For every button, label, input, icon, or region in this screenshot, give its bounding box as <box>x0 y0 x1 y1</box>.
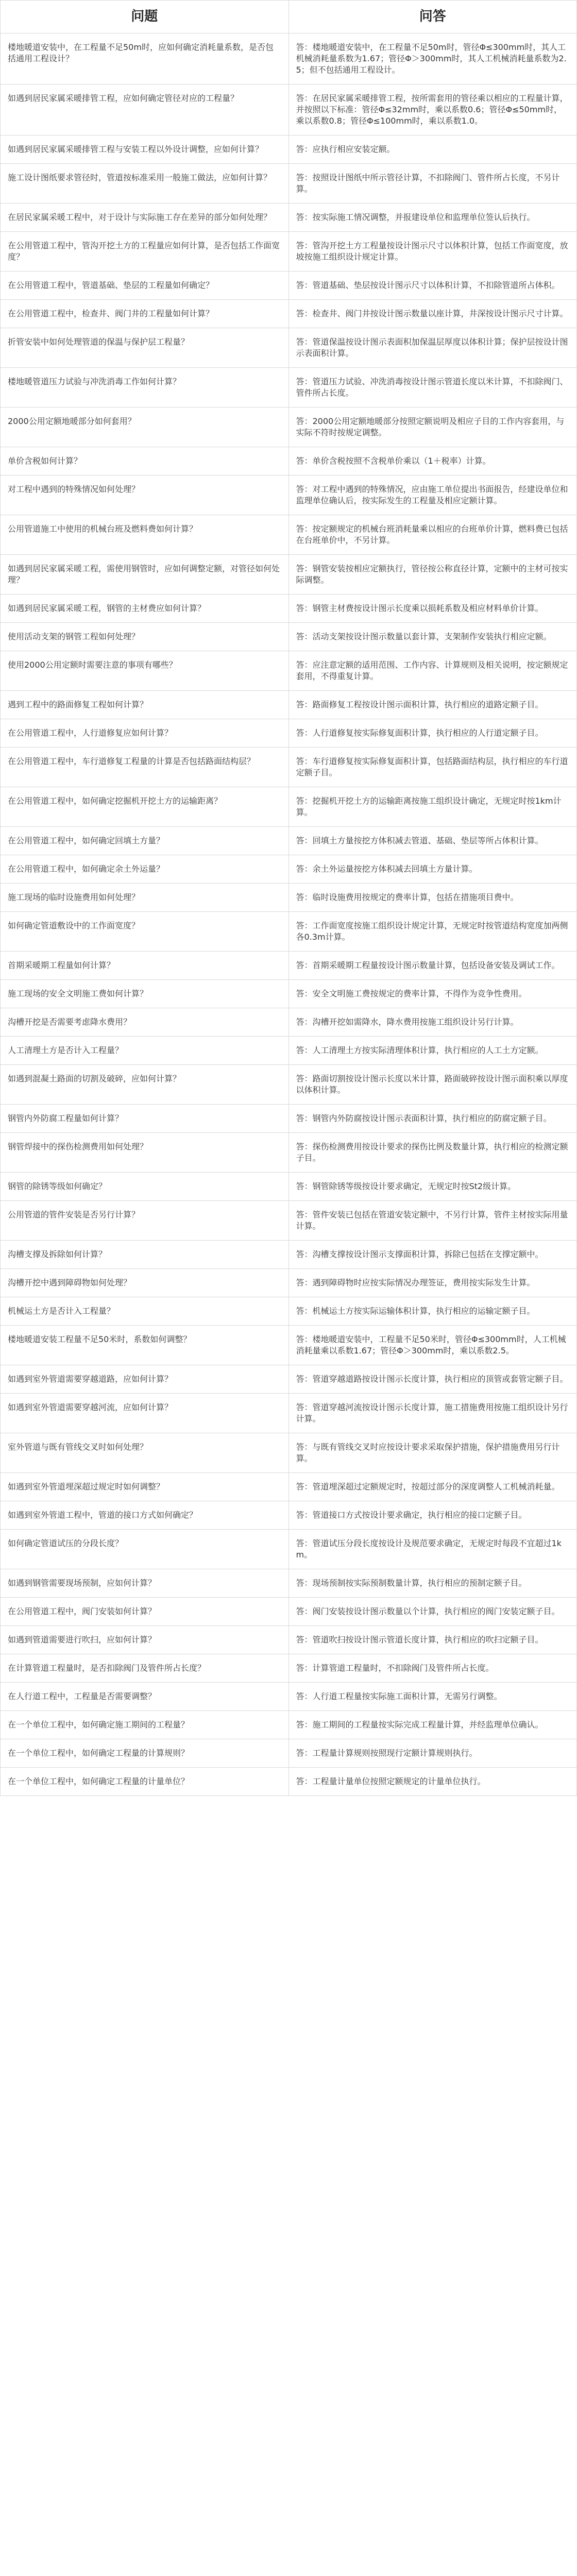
question-cell: 如遇到居民家属采暖排管工程，应如何确定管径对应的工程量？ <box>1 84 289 135</box>
answer-cell: 答：安全文明施工费按规定的费率计算，不得作为竞争性费用。 <box>288 980 577 1008</box>
question-cell: 沟槽开挖中遇到障碍物如何处理？ <box>1 1269 289 1297</box>
question-cell: 公用管道施工中使用的机械台班及燃料费如何计算？ <box>1 515 289 555</box>
answer-cell: 答：按定额规定的机械台班消耗量乘以相应的台班单价计算，燃料费已包括在台班单价中，不另计算。 <box>288 515 577 555</box>
table-row <box>1 691 577 719</box>
question-cell: 在公用管道工程中，管道基础、垫层的工程量如何确定？ <box>1 272 289 300</box>
answer-cell: 答：管道接口方式按设计要求确定，执行相应的接口定额子目。 <box>288 1501 577 1530</box>
answer-cell: 答：机械运土方按实际运输体积计算，执行相应的运输定额子目。 <box>288 1297 577 1326</box>
answer-cell: 答：检查井、阀门井按设计图示数量以座计算，井深按设计图示尺寸计算。 <box>288 300 577 328</box>
answer-cell: 答：挖掘机开挖土方的运输距离按施工组织设计确定，无规定时按1km计算。 <box>288 787 577 827</box>
answer-cell: 答：楼地暖道安装中，在工程量不足50m时，管径Φ≤300mm时，其人工机械消耗量系数为1.67；管径Φ＞300mm时，其人工机械消耗量系数为2.5；但不包括通用工程设计。 <box>288 33 577 84</box>
table-row <box>1 1065 577 1105</box>
table-row <box>1 232 577 272</box>
answer-cell: 答：管沟开挖土方工程量按设计图示尺寸以体积计算，包括工作面宽度，放坡按施工组织设计规定计算。 <box>288 232 577 272</box>
table-row <box>1 1105 577 1133</box>
answer-cell: 答：工程量计量单位按照定额规定的计量单位执行。 <box>288 1768 577 1796</box>
table-row <box>1 912 577 952</box>
answer-cell: 答：单价含税按照不含税单价乘以（1＋税率）计算。 <box>288 447 577 476</box>
answer-cell: 答：在居民家属采暖排管工程，按所需套用的管径乘以相应的工程量计算，并按照以下标准：管径Φ≤32mm时，乘以系数0.6；管径Φ≤50mm时，乘以系数0.8；管径Φ≤100mm时，乘以系数1.0。 <box>288 84 577 135</box>
answer-cell: 答：按实际施工情况调整，并报建设单位和监理单位签认后执行。 <box>288 204 577 232</box>
question-cell: 2000公用定额地暖部分如何套用？ <box>1 408 289 447</box>
table-row <box>1 1739 577 1768</box>
answer-cell: 答：首期采暖期工程量按设计图示数量计算，包括设备安装及调试工作。 <box>288 952 577 980</box>
answer-cell: 答：与既有管线交叉时应按设计要求采取保护措施，保护措施费用另行计算。 <box>288 1433 577 1473</box>
question-cell: 在公用管道工程中，如何确定回填土方量？ <box>1 827 289 855</box>
answer-cell: 答：现场预制按实际预制数量计算，执行相应的预制定额子目。 <box>288 1569 577 1598</box>
table-row <box>1 476 577 515</box>
question-cell: 如遇到居民家属采暖排管工程与安装工程以外设计调整，应如何计算？ <box>1 135 289 164</box>
table-row <box>1 1433 577 1473</box>
table-row <box>1 1626 577 1654</box>
answer-cell: 答：工程量计算规则按照现行定额计算规则执行。 <box>288 1739 577 1768</box>
answer-cell: 答：钢管除锈等级按设计要求确定，无规定时按St2级计算。 <box>288 1173 577 1201</box>
question-cell: 折管安装中如何处理管道的保温与保护层工程量？ <box>1 328 289 368</box>
table-row <box>1 1173 577 1201</box>
table-row <box>1 1569 577 1598</box>
question-cell: 在公用管道工程中，车行道修复工程量的计算是否包括路面结构层？ <box>1 748 289 787</box>
question-cell: 机械运土方是否计入工程量？ <box>1 1297 289 1326</box>
answer-cell: 答：2000公用定额地暖部分按照定额说明及相应子目的工作内容套用，与实际不符时按规定调整。 <box>288 408 577 447</box>
answer-cell: 答：遇到障碍物时应按实际情况办理签证，费用按实际发生计算。 <box>288 1269 577 1297</box>
question-cell: 在一个单位工程中，如何确定施工期间的工程量？ <box>1 1711 289 1739</box>
answer-cell: 答：沟槽开挖如需降水，降水费用按施工组织设计另行计算。 <box>288 1008 577 1037</box>
question-cell: 单价含税如何计算？ <box>1 447 289 476</box>
answer-cell: 答：管道吹扫按设计图示管道长度计算，执行相应的吹扫定额子目。 <box>288 1626 577 1654</box>
answer-cell: 答：人行道修复按实际修复面积计算，执行相应的人行道定额子目。 <box>288 719 577 748</box>
answer-cell: 答：沟槽支撑按设计图示支撑面积计算，拆除已包括在支撑定额中。 <box>288 1241 577 1269</box>
question-cell: 在人行道工程中，工程量是否需要调整？ <box>1 1683 289 1711</box>
answer-cell: 答：路面切割按设计图示长度以米计算，路面破碎按设计图示面积乘以厚度以体积计算。 <box>288 1065 577 1105</box>
question-cell: 如遇到居民家属采暖工程，需使用钢管时，应如何调整定额，对管径如何处理？ <box>1 555 289 595</box>
answer-cell: 答：人行道工程量按实际施工面积计算，无需另行调整。 <box>288 1683 577 1711</box>
table-row <box>1 1530 577 1569</box>
answer-cell: 答：应执行相应安装定额。 <box>288 135 577 164</box>
table-row <box>1 719 577 748</box>
answer-cell: 答：阀门安装按设计图示数量以个计算，执行相应的阀门安装定额子目。 <box>288 1598 577 1626</box>
question-cell: 钢管的除锈等级如何确定？ <box>1 1173 289 1201</box>
question-cell: 如何确定管道试压的分段长度？ <box>1 1530 289 1569</box>
question-cell: 使用2000公用定额时需要注意的事项有哪些？ <box>1 651 289 691</box>
table-row <box>1 595 577 623</box>
table-body <box>1 33 577 1796</box>
answer-cell: 答：钢管安装按相应定额执行，管径按公称直径计算，定额中的主材可按实际调整。 <box>288 555 577 595</box>
answer-cell: 答：施工期间的工程量按实际完成工程量计算，并经监理单位确认。 <box>288 1711 577 1739</box>
question-cell: 人工清理土方是否计入工程量？ <box>1 1037 289 1065</box>
question-cell: 在公用管道工程中，管沟开挖土方的工程量应如何计算，是否包括工作面宽度？ <box>1 232 289 272</box>
question-cell: 施工现场的安全文明施工费如何计算？ <box>1 980 289 1008</box>
table-row <box>1 300 577 328</box>
table-header-row <box>1 1 577 33</box>
table-row <box>1 1394 577 1433</box>
question-cell: 如何确定管道敷设中的工作面宽度？ <box>1 912 289 952</box>
table-row <box>1 555 577 595</box>
answer-cell: 答：管道穿越道路按设计图示长度计算，执行相应的顶管或套管定额子目。 <box>288 1365 577 1394</box>
question-cell: 沟槽开挖是否需要考虑降水费用？ <box>1 1008 289 1037</box>
answer-cell: 答：管道试压分段长度按设计及规范要求确定，无规定时每段不宜超过1km。 <box>288 1530 577 1569</box>
table-row <box>1 952 577 980</box>
question-cell: 在公用管道工程中，如何确定余土外运量？ <box>1 855 289 884</box>
table-row <box>1 408 577 447</box>
question-cell: 在计算管道工程量时，是否扣除阀门及管件所占长度？ <box>1 1654 289 1683</box>
answer-cell: 答：管道埋深超过定额规定时，按超过部分的深度调整人工机械消耗量。 <box>288 1473 577 1501</box>
table-row <box>1 135 577 164</box>
table-row <box>1 84 577 135</box>
answer-cell: 答：路面修复工程按设计图示面积计算，执行相应的道路定额子目。 <box>288 691 577 719</box>
question-cell: 施工现场的临时设施费用如何处理？ <box>1 884 289 912</box>
question-cell: 楼地暖道安装工程量不足50米时，系数如何调整？ <box>1 1326 289 1365</box>
table-row <box>1 980 577 1008</box>
answer-cell: 答：探伤检测费用按设计要求的探伤比例及数量计算，执行相应的检测定额子目。 <box>288 1133 577 1173</box>
answer-cell: 答：车行道修复按实际修复面积计算，包括路面结构层，执行相应的车行道定额子目。 <box>288 748 577 787</box>
table-row <box>1 164 577 204</box>
table-row <box>1 328 577 368</box>
table-row <box>1 1326 577 1365</box>
table-row <box>1 33 577 84</box>
answer-cell: 答：余土外运量按挖方体积减去回填土方量计算。 <box>288 855 577 884</box>
question-cell: 室外管道与既有管线交叉时如何处理？ <box>1 1433 289 1473</box>
table-row <box>1 884 577 912</box>
answer-cell: 答：管道基础、垫层按设计图示尺寸以体积计算，不扣除管道所占体积。 <box>288 272 577 300</box>
question-column-header: 问题 <box>1 1 289 33</box>
table-row <box>1 1598 577 1626</box>
question-cell: 如遇到室外管道需要穿越河流，应如何计算？ <box>1 1394 289 1433</box>
question-cell: 钢管焊接中的探伤检测费用如何处理？ <box>1 1133 289 1173</box>
table-row <box>1 1008 577 1037</box>
question-cell: 在居民家属采暖工程中，对于设计与实际施工存在差异的部分如何处理？ <box>1 204 289 232</box>
answer-cell: 答：按照设计图纸中所示管径计算，不扣除阀门、管件所占长度，不另计算。 <box>288 164 577 204</box>
question-cell: 首期采暖期工程量如何计算？ <box>1 952 289 980</box>
table-row <box>1 1654 577 1683</box>
table-row <box>1 827 577 855</box>
answer-column-header: 问答 <box>288 1 577 33</box>
answer-cell: 答：钢管主材费按设计图示长度乘以损耗系数及相应材料单价计算。 <box>288 595 577 623</box>
table-row <box>1 651 577 691</box>
answer-cell: 答：管件安装已包括在管道安装定额中，不另行计算，管件主材按实际用量计算。 <box>288 1201 577 1241</box>
answer-cell: 答：管道压力试验、冲洗消毒按设计图示管道长度以米计算，不扣除阀门、管件所占长度。 <box>288 368 577 408</box>
table-row <box>1 515 577 555</box>
table-row <box>1 1711 577 1739</box>
table-row <box>1 787 577 827</box>
table-row <box>1 204 577 232</box>
answer-cell: 答：人工清理土方按实际清理体积计算，执行相应的人工土方定额。 <box>288 1037 577 1065</box>
question-cell: 施工设计图纸要求管径时，管道按标准采用一般施工做法，应如何计算？ <box>1 164 289 204</box>
question-cell: 对工程中遇到的特殊情况如何处理？ <box>1 476 289 515</box>
table-row <box>1 272 577 300</box>
answer-cell: 答：计算管道工程量时，不扣除阀门及管件所占长度。 <box>288 1654 577 1683</box>
table-row <box>1 1501 577 1530</box>
question-cell: 使用活动支架的钢管工程如何处理？ <box>1 623 289 651</box>
question-cell: 在一个单位工程中，如何确定工程量的计量单位？ <box>1 1768 289 1796</box>
question-cell: 如遇到管道需要进行吹扫，应如何计算？ <box>1 1626 289 1654</box>
answer-cell: 答：管道保温按设计图示表面积加保温层厚度以体积计算；保护层按设计图示表面积计算。 <box>288 328 577 368</box>
answer-cell: 答：临时设施费用按规定的费率计算，包括在措施项目费中。 <box>288 884 577 912</box>
question-cell: 如遇到室外管道需要穿越道路，应如何计算？ <box>1 1365 289 1394</box>
table-row <box>1 368 577 408</box>
question-cell: 钢管内外防腐工程量如何计算？ <box>1 1105 289 1133</box>
question-cell: 如遇到室外管道埋深超过规定时如何调整？ <box>1 1473 289 1501</box>
table-row <box>1 1473 577 1501</box>
table-row <box>1 1201 577 1241</box>
answer-cell: 答：应注意定额的适用范围、工作内容、计算规则及相关说明，按定额规定套用，不得重复计算。 <box>288 651 577 691</box>
table-row <box>1 748 577 787</box>
table-row <box>1 1269 577 1297</box>
table-row <box>1 1037 577 1065</box>
table-row <box>1 1683 577 1711</box>
question-cell: 如遇到室外管道工程中，管道的接口方式如何确定？ <box>1 1501 289 1530</box>
question-cell: 遇到工程中的路面修复工程如何计算？ <box>1 691 289 719</box>
answer-cell: 答：对工程中遇到的特殊情况，应由施工单位提出书面报告，经建设单位和监理单位确认后，按实际发生的工程量及相应定额计算。 <box>288 476 577 515</box>
answer-cell: 答：楼地暖道安装中，工程量不足50米时，管径Φ≤300mm时，人工机械消耗量乘以系数1.67；管径Φ＞300mm时，乘以系数2.5。 <box>288 1326 577 1365</box>
answer-cell: 答：工作面宽度按施工组织设计规定计算，无规定时按管道结构宽度加两侧各0.3m计算。 <box>288 912 577 952</box>
table-row <box>1 447 577 476</box>
answer-cell: 答：管道穿越河流按设计图示长度计算，施工措施费用按施工组织设计另行计算。 <box>288 1394 577 1433</box>
table-row <box>1 1241 577 1269</box>
question-cell: 在一个单位工程中，如何确定工程量的计算规则？ <box>1 1739 289 1768</box>
answer-cell: 答：钢管内外防腐按设计图示表面积计算，执行相应的防腐定额子目。 <box>288 1105 577 1133</box>
table-row <box>1 1365 577 1394</box>
question-cell: 在公用管道工程中，如何确定挖掘机开挖土方的运输距离？ <box>1 787 289 827</box>
question-cell: 如遇到混凝土路面的切割及破碎，应如何计算？ <box>1 1065 289 1105</box>
question-cell: 楼地暖道安装中，在工程量不足50m时，应如何确定消耗量系数，是否包括通用工程设计？ <box>1 33 289 84</box>
table-row <box>1 855 577 884</box>
answer-cell: 答：回填土方量按挖方体积减去管道、基础、垫层等所占体积计算。 <box>288 827 577 855</box>
question-cell: 如遇到钢管需要现场预制，应如何计算？ <box>1 1569 289 1598</box>
question-cell: 在公用管道工程中，检查井、阀门井的工程量如何计算？ <box>1 300 289 328</box>
question-cell: 在公用管道工程中，阀门安装如何计算？ <box>1 1598 289 1626</box>
answer-cell: 答：活动支架按设计图示数量以套计算，支架制作安装执行相应定额。 <box>288 623 577 651</box>
table-row <box>1 1768 577 1796</box>
question-cell: 在公用管道工程中，人行道修复应如何计算？ <box>1 719 289 748</box>
table-row <box>1 1297 577 1326</box>
question-cell: 楼地暖管道压力试验与冲洗消毒工作如何计算？ <box>1 368 289 408</box>
table-row <box>1 623 577 651</box>
question-cell: 如遇到居民家属采暖工程，钢管的主材费应如何计算？ <box>1 595 289 623</box>
table-row <box>1 1133 577 1173</box>
question-cell: 公用管道的管件安装是否另行计算？ <box>1 1201 289 1241</box>
question-cell: 沟槽支撑及拆除如何计算？ <box>1 1241 289 1269</box>
